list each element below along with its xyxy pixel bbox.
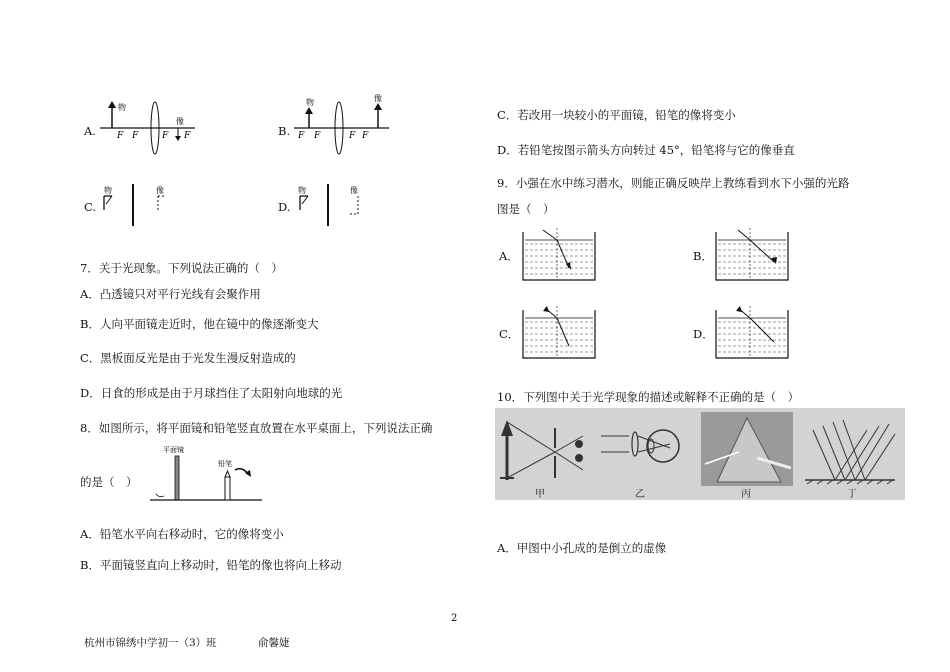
q9-figure-c: [523, 306, 598, 361]
page-number: 2: [451, 613, 458, 624]
q9-option-b-label: B．: [693, 249, 713, 263]
q8-option-a: A．铅笔水平向右移动时，它的像将变小: [80, 527, 284, 541]
q10-option-a: A．甲图中小孔成的是倒立的虚像: [497, 541, 667, 555]
q6-option-a-label: A.: [84, 124, 96, 138]
svg-text:像: 像: [374, 94, 382, 103]
q6-option-d-label: D.: [278, 200, 291, 214]
q9-option-a-label: A．: [499, 249, 519, 263]
q7-stem: 7．关于光现象。下列说法正确的（ ）: [80, 261, 283, 275]
svg-text:F: F: [184, 131, 191, 141]
svg-text:物: 物: [298, 186, 306, 195]
svg-text:像: 像: [156, 186, 164, 195]
q9-stem: 9．小强在水中练习潜水，则能正确反映岸上教练看到水下小强的光路: [497, 176, 850, 190]
q8-option-c: C．若改用一块较小的平面镜，铅笔的像将变小: [497, 108, 736, 122]
q10-caption-yi: 乙: [635, 489, 645, 500]
q6-figure-c: [100, 184, 180, 229]
q8-stem-cont: 的是（ ）: [80, 475, 138, 489]
svg-text:像: 像: [350, 186, 358, 195]
q6-option-c-label: C.: [84, 200, 97, 214]
svg-text:F: F: [117, 131, 124, 141]
q9-option-c-label: C．: [499, 327, 520, 341]
q6-figure-d: [294, 184, 374, 229]
svg-text:物: 物: [118, 103, 126, 112]
q10-figure-strip: [495, 408, 905, 500]
q9-option-d-label: D．: [693, 327, 714, 341]
q8-option-b: B．平面镜竖直向上移动时，铅笔的像也将向上移动: [80, 558, 342, 572]
q10-caption-bing: 丙: [741, 489, 751, 500]
footer-name: 俞馨婕: [258, 637, 290, 649]
q8-option-d: D．若铅笔按图示箭头方向转过 45°，铅笔将与它的像垂直: [497, 143, 795, 157]
q8-figure: [150, 444, 265, 504]
q10-caption-jia: 甲: [535, 489, 545, 500]
svg-text:物: 物: [104, 186, 112, 195]
svg-text:F: F: [349, 131, 356, 141]
q10-stem: 10．下列图中关于光学现象的描述或解释不正确的是（ ）: [497, 390, 800, 404]
q6-figure-b: [294, 94, 394, 158]
svg-text:F: F: [362, 131, 369, 141]
q9-figure-b: [716, 228, 791, 283]
q7-option-d: D．日食的形成是由于月球挡住了太阳射向地球的光: [80, 386, 343, 400]
svg-text:铅笔: 铅笔: [218, 460, 232, 468]
q7-option-b: B．人向平面镜走近时，他在镜中的像逐渐变大: [80, 317, 319, 331]
q8-stem: 8．如图所示，将平面镜和铅笔竖直放置在水平桌面上，下列说法正确: [80, 421, 433, 435]
q10-caption-ding: 丁: [847, 489, 857, 500]
q7-option-c: C．黑板面反光是由于光发生漫反射造成的: [80, 351, 296, 365]
svg-text:像: 像: [176, 117, 184, 126]
svg-text:F: F: [132, 131, 139, 141]
svg-text:F: F: [314, 131, 321, 141]
q9-stem-cont: 图是（ ）: [497, 202, 555, 216]
q7-option-a: A．凸透镜只对平行光线有会聚作用: [80, 287, 261, 301]
q9-figure-d: [716, 306, 791, 361]
q9-figure-a: [523, 228, 598, 283]
svg-text:物: 物: [306, 98, 314, 107]
q6-option-b-label: B.: [278, 124, 291, 138]
svg-text:平面镜: 平面镜: [163, 446, 184, 454]
footer-school: 杭州市锦绣中学初一（3）班: [84, 637, 217, 649]
q10-panel-bing: [701, 412, 793, 486]
q6-figure-a: [100, 98, 200, 158]
svg-text:F: F: [162, 131, 169, 141]
svg-text:F: F: [298, 131, 305, 141]
